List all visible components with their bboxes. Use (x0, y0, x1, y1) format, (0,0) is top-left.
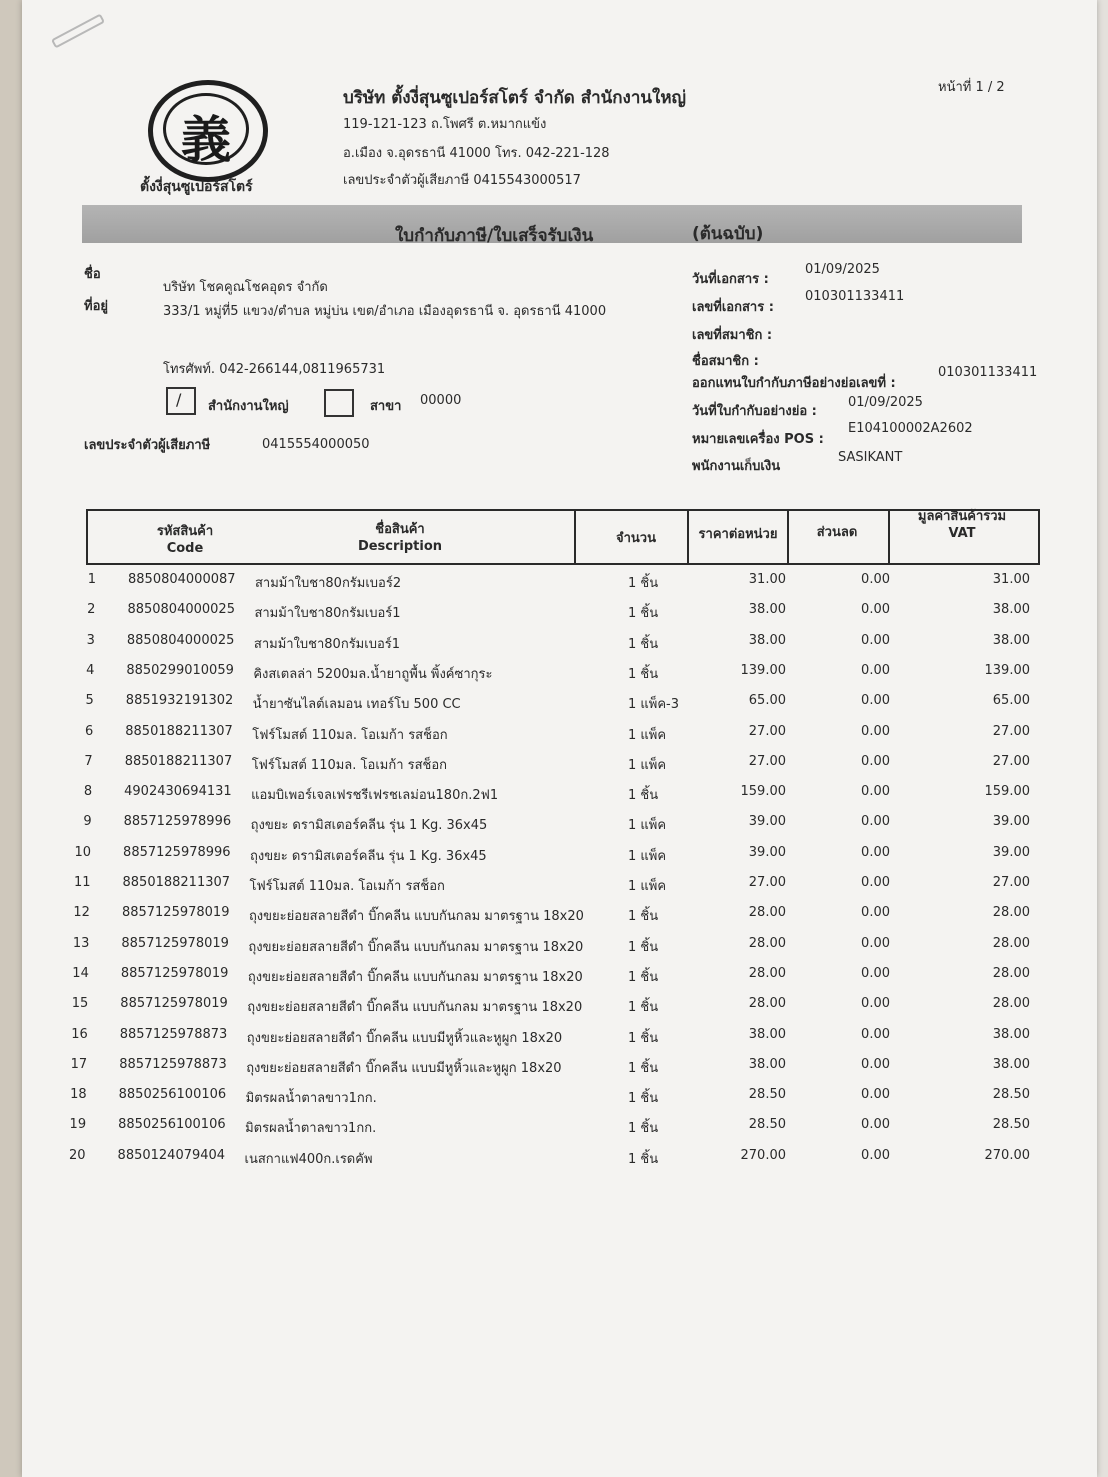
row-description: เนสกาแฟ400ก.เรดคัพ (244, 1151, 373, 1167)
company-name: บริษัท ตั้งงี่สุนซูเปอร์สโตร์ จำกัด สำนักงานใหญ่ (343, 88, 687, 108)
row-quantity: 1 ชิ้น (628, 576, 659, 591)
row-unit-price: 28.00 (748, 905, 786, 921)
row-quantity: 1 ชิ้น (628, 969, 659, 985)
row-unit-price: 27.00 (748, 753, 786, 769)
row-total: 39.00 (992, 844, 1030, 860)
row-code: 8850256100106 (118, 1117, 226, 1133)
row-number: 3 (86, 632, 95, 648)
row-description: ถุงขยะย่อยสลายสีดำ บิ๊กคลีน แบบมีหูหิ้วและหูผูก 18x20 (246, 1030, 563, 1046)
row-total: 27.00 (992, 753, 1030, 769)
row-description: แอมบิเพอร์เจลเฟรชรีเฟรชเลม่อน180ก.2ฟ1 (251, 788, 499, 804)
row-number: 19 (69, 1117, 87, 1133)
row-discount: 0.00 (861, 844, 890, 860)
row-number: 8 (83, 784, 93, 800)
row-quantity: 1 แพ็ค (628, 879, 667, 894)
row-total: 65.00 (992, 693, 1030, 709)
row-code: 4902430694131 (124, 784, 232, 800)
branch-label: สาขา (370, 399, 402, 414)
customer-tax-id: 0415554000050 (262, 437, 370, 452)
row-quantity: 1 ชิ้น (628, 1000, 659, 1016)
row-unit-price: 27.00 (748, 875, 786, 890)
branch-checkbox (324, 389, 354, 417)
member-name-label: ชื่อสมาชิก : (692, 354, 759, 369)
row-discount: 0.00 (861, 935, 890, 951)
customer-name: บริษัท โชคคูณโชคอุดร จำกัด (163, 280, 328, 295)
row-description: น้ำยาซันไลต์เลมอน เทอร์โบ 500 CC (252, 697, 461, 713)
row-quantity: 1 ชิ้น (628, 909, 659, 925)
row-total: 28.00 (992, 965, 1030, 981)
row-unit-price: 38.00 (748, 632, 786, 648)
header-discount: ส่วนลด (816, 525, 858, 540)
row-discount: 0.00 (861, 905, 890, 921)
row-code: 8857125978019 (121, 935, 229, 951)
header-description: ชื่อสินค้า Description (357, 522, 443, 554)
logo-character: 義 (181, 110, 231, 169)
row-quantity: 1 ชิ้น (628, 636, 659, 652)
row-unit-price: 39.00 (748, 814, 786, 830)
row-description: ถุงขยะย่อยสลายสีดำ บิ๊กคลีน แบบกันกลม มาตรฐาน 18x20 (248, 909, 584, 925)
doc-number-label: เลขที่เอกสาร : (692, 300, 774, 315)
row-unit-price: 28.50 (748, 1117, 786, 1133)
document-title: ใบกำกับภาษี/ใบเสร็จรับเงิน (395, 226, 594, 246)
row-discount: 0.00 (861, 1056, 890, 1072)
row-number: 12 (73, 905, 90, 921)
header-unit-price: ราคาต่อหน่วย (698, 527, 778, 542)
row-total: 38.00 (992, 632, 1030, 648)
row-quantity: 1 แพ็ค (628, 757, 667, 773)
row-discount: 0.00 (861, 693, 890, 709)
row-discount: 0.00 (861, 1147, 890, 1163)
cashier-name: SASIKANT (838, 450, 903, 465)
row-description: สามม้าใบชา80กรัมเบอร์1 (254, 606, 401, 622)
row-description: ถุงขยะย่อยสลายสีดำ บิ๊กคลีน แบบกันกลม มาตรฐาน 18x20 (247, 969, 583, 985)
row-unit-price: 31.00 (748, 572, 786, 587)
row-number: 4 (86, 662, 95, 678)
row-number: 14 (72, 965, 89, 981)
row-number: 10 (74, 844, 92, 860)
abbreviated-invoice-date: 01/09/2025 (848, 395, 923, 410)
row-unit-price: 28.50 (748, 1087, 786, 1103)
row-discount: 0.00 (861, 784, 890, 800)
row-number: 17 (70, 1056, 88, 1072)
row-discount: 0.00 (861, 723, 890, 739)
row-total: 28.50 (992, 1087, 1030, 1103)
row-unit-price: 28.00 (748, 965, 786, 981)
row-quantity: 1 ชิ้น (628, 666, 659, 682)
row-discount: 0.00 (861, 1026, 890, 1042)
pos-number-label: หมายเลขเครื่อง POS : (692, 432, 824, 447)
row-number: 5 (85, 693, 94, 709)
row-code: 8850299010059 (126, 662, 234, 678)
row-quantity: 1 ชิ้น (628, 788, 659, 804)
row-discount: 0.00 (861, 814, 890, 830)
row-total: 27.00 (992, 875, 1030, 890)
row-number: 9 (83, 814, 92, 830)
row-total: 38.00 (992, 1056, 1030, 1072)
company-address-line1: 119-121-123 ถ.โพศรี ต.หมากแข้ง (343, 117, 547, 132)
abbreviated-invoice-ref: 010301133411 (938, 365, 1038, 380)
company-logo (148, 80, 268, 182)
row-unit-price: 139.00 (740, 662, 786, 678)
row-total: 28.00 (992, 935, 1030, 951)
row-number: 7 (84, 753, 93, 769)
logo-caption: ตั้งงี่สุนซูเปอร์สโตร์ (140, 179, 253, 195)
row-quantity: 1 ชิ้น (628, 1091, 659, 1107)
row-description: ถุงขยะย่อยสลายสีดำ บิ๊กคลีน แบบกันกลม มาตรฐาน 18x20 (247, 1000, 583, 1016)
header-total-vat: มูลค่าสินค้ารวม VAT (917, 509, 1007, 541)
customer-tax-label: เลขประจำตัวผู้เสียภาษี (84, 438, 211, 453)
row-quantity: 1 ชิ้น (628, 1121, 659, 1137)
row-number: 16 (71, 1026, 88, 1042)
customer-address: 333/1 หมู่ที่5 แขวง/ตำบล หมู่บ่น เขต/อำเภอ เมืองอุดรธานี จ. อุดรธานี 41000 (163, 304, 607, 319)
page-number: หน้าที่ 1 / 2 (938, 80, 1005, 95)
row-number: 2 (87, 602, 96, 618)
row-unit-price: 28.00 (748, 935, 786, 951)
row-description: มิตรผลน้ำตาลขาว1กก. (245, 1091, 377, 1107)
row-code: 8850256100106 (118, 1087, 227, 1103)
row-quantity: 1 ชิ้น (628, 939, 659, 955)
row-total: 28.50 (992, 1117, 1030, 1133)
row-code: 8850188211307 (125, 723, 233, 739)
row-code: 8850188211307 (122, 875, 231, 890)
row-description: คิงสเตลล่า 5200มล.น้ำยาถูพื้น พิ้งค์ซากุระ (253, 666, 493, 682)
row-quantity: 1 แพ็ค-3 (628, 697, 680, 713)
customer-address-label: ที่อยู่ (84, 299, 108, 314)
head-office-checkbox (166, 387, 196, 415)
row-number: 15 (71, 996, 89, 1012)
row-unit-price: 270.00 (740, 1147, 786, 1163)
document-copy-type: (ต้นฉบับ) (692, 224, 764, 244)
branch-number: 00000 (420, 393, 462, 408)
row-number: 20 (69, 1147, 86, 1163)
row-code: 8857125978873 (119, 1056, 227, 1072)
row-number: 1 (87, 572, 96, 587)
row-discount: 0.00 (861, 572, 890, 587)
row-discount: 0.00 (861, 1087, 890, 1103)
row-number: 6 (84, 723, 94, 739)
row-unit-price: 38.00 (748, 1026, 786, 1042)
customer-phone: โทรศัพท์. 042-266144,0811965731 (163, 362, 386, 377)
row-code: 8857125978996 (123, 814, 232, 830)
row-description: ถุงขยะย่อยสลายสีดำ บิ๊กคลีน แบบกันกลม มาตรฐาน 18x20 (248, 939, 584, 955)
row-discount: 0.00 (861, 602, 890, 618)
row-number: 18 (70, 1087, 87, 1103)
row-unit-price: 39.00 (748, 844, 786, 860)
company-tax-id: เลขประจำตัวผู้เสียภาษี 0415543000517 (343, 173, 581, 188)
row-discount: 0.00 (861, 753, 890, 769)
row-total: 38.00 (992, 1026, 1030, 1042)
row-code: 8857125978019 (121, 905, 230, 921)
row-total: 139.00 (984, 662, 1030, 678)
row-unit-price: 159.00 (740, 784, 786, 800)
row-total: 270.00 (984, 1147, 1030, 1163)
row-code: 8857125978019 (120, 965, 229, 981)
doc-number: 010301133411 (805, 289, 905, 304)
row-total: 28.00 (992, 996, 1030, 1012)
row-code: 8851932191302 (125, 693, 234, 709)
abbreviated-invoice-ref-label: ออกแทนใบกำกับภาษีอย่างย่อเลขที่ : (692, 376, 896, 391)
member-number-label: เลขที่สมาชิก : (692, 328, 773, 343)
row-discount: 0.00 (861, 965, 890, 981)
row-description: โฟร์โมสต์ 110มล. โอเมก้า รสช็อก (251, 757, 448, 773)
row-description: ถุงขยะย่อยสลายสีดำ บิ๊กคลีน แบบมีหูหิ้วและหูผูก 18x20 (246, 1060, 562, 1076)
row-description: โฟร์โมสต์ 110มล. โอเมก้า รสช็อก (249, 879, 445, 894)
abbreviated-invoice-date-label: วันที่ใบกำกับอย่างย่อ : (692, 404, 817, 419)
row-number: 13 (72, 935, 90, 951)
row-quantity: 1 ชิ้น (628, 1060, 659, 1076)
row-quantity: 1 ชิ้น (628, 1030, 659, 1046)
row-total: 38.00 (992, 602, 1030, 618)
row-description: สามม้าใบชา80กรัมเบอร์2 (255, 576, 402, 591)
row-discount: 0.00 (861, 996, 890, 1012)
row-unit-price: 27.00 (748, 723, 786, 739)
doc-date-label: วันที่เอกสาร : (692, 272, 769, 287)
row-description: ถุงขยะ ดรามิสเตอร์คลีน รุ่น 1 Kg. 36x45 (250, 848, 487, 864)
doc-date: 01/09/2025 (805, 262, 880, 277)
row-total: 28.00 (992, 905, 1030, 921)
row-total: 39.00 (992, 814, 1030, 830)
pos-number: E104100002A2602 (848, 421, 973, 436)
row-description: สามม้าใบชา80กรัมเบอร์1 (253, 636, 401, 652)
row-unit-price: 38.00 (748, 602, 786, 618)
row-code: 8857125978873 (119, 1026, 228, 1042)
row-discount: 0.00 (861, 632, 890, 648)
head-office-label: สำนักงานใหญ่ (208, 399, 289, 414)
cashier-label: พนักงานเก็บเงิน (692, 459, 781, 474)
row-discount: 0.00 (861, 875, 890, 890)
customer-name-label: ชื่อ (84, 267, 101, 282)
row-unit-price: 28.00 (748, 996, 786, 1012)
row-quantity: 1 ชิ้น (628, 606, 659, 622)
row-code: 8857125978019 (120, 996, 228, 1012)
row-description: มิตรผลน้ำตาลขาว1กก. (245, 1121, 377, 1137)
row-unit-price: 38.00 (748, 1056, 786, 1072)
row-quantity: 1 แพ็ค (628, 727, 667, 743)
row-total: 159.00 (984, 784, 1030, 800)
row-discount: 0.00 (861, 1117, 890, 1133)
header-code: รหัสสินค้า Code (156, 524, 214, 556)
row-discount: 0.00 (861, 662, 890, 678)
row-quantity: 1 แพ็ค (628, 848, 667, 864)
row-quantity: 1 แพ็ค (628, 818, 667, 834)
row-code: 8850804000025 (126, 632, 235, 648)
row-quantity: 1 ชิ้น (628, 1151, 659, 1167)
row-code: 8850124079404 (117, 1147, 226, 1163)
row-total: 27.00 (992, 723, 1030, 739)
row-number: 11 (73, 875, 91, 890)
row-unit-price: 65.00 (748, 693, 786, 709)
checkbox-mark: / (176, 390, 182, 409)
row-description: ถุงขยะ ดรามิสเตอร์คลีน รุ่น 1 Kg. 36x45 (250, 818, 488, 834)
row-description: โฟร์โมสต์ 110มล. โอเมก้า รสช็อก (252, 727, 448, 743)
row-code: 8850804000087 (128, 572, 236, 587)
row-code: 8850804000025 (127, 602, 235, 618)
row-total: 31.00 (992, 572, 1030, 587)
company-address-line2: อ.เมือง จ.อุดรธานี 41000 โทร. 042-221-128 (343, 146, 610, 161)
header-quantity: จำนวน (616, 531, 656, 546)
row-code: 8850188211307 (124, 753, 233, 769)
row-code: 8857125978996 (123, 844, 231, 860)
